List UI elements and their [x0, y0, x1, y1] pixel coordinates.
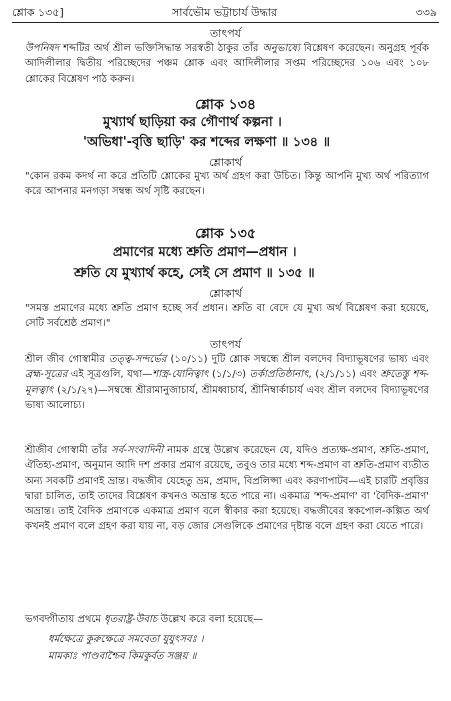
purport-heading: তাৎপর্য [209, 27, 242, 40]
purport-text-italic: উপনিষদ [25, 43, 60, 54]
verse-134-translation-heading: শ্লোকার্থ [209, 156, 242, 169]
verse-134-translation: "কোন রকম কদর্থ না করে প্রতিটি শ্লোকের মুখ্য অর্থ গ্রহণ করা উচিত। কিন্তু আপনি মুখ্য অর্থ পরিত্যাগ করে আপনার মনগড়া সম্বন্ধ অর্থ সৃষ্টি করছেন। [25, 171, 429, 198]
verse-135-line-2: শ্রুতি যে মুখ্যার্থ কহে, সেই সে প্রমাণ ॥ ১৩৫ ॥ [74, 266, 315, 281]
sanskrit-quote-line-2: মামকাঃ পাণ্ডবাশ্চৈব কিমকুর্বত সঞ্জয় ॥ [48, 651, 197, 662]
verse-135-translation-heading: শ্লোকার্থ [209, 287, 242, 300]
header-verse-ref: শ্লোক ১৩৫] [12, 6, 64, 19]
verse-134-line-2: 'অভিধা'-বৃত্তি ছাড়ি' কর শব্দের লক্ষণা ॥ ১৩৪ ॥ [83, 135, 330, 150]
purport-text-italic: ধৃতরাষ্ট্র-উবাচ [104, 614, 158, 625]
purport-text: ভগবদ্গীতায় প্রথমে [25, 614, 105, 625]
purport-text-italic: শ্রুতেস্তু শব্দ-মূলত্বাৎ [25, 369, 430, 396]
verse-134-line-1: মুখ্যার্থ ছাড়িয়া কর গৌণার্থ কল্পনা । [103, 115, 282, 130]
purport-text: শব্দটির অর্থ শ্রীল ভক্তিসিদ্ধান্ত সরস্বতী ঠাকুর তাঁর [59, 43, 263, 54]
purport-text: বিশ্লেষণ করেছেন। অনুগ্রহ পূর্বক আদিলীলার দ্বিতীয় পরিচ্ছেদের পঞ্চম শ্লোক এবং আদিলীলার সপ্তম পরিচ্ছেদের ১০৬ এবং ১০৮ শ্লোকের বিশ্লেষণ পাঠ করুন। [25, 43, 429, 85]
sanskrit-quote-line-1: ধর্মক্ষেত্রে কুরুক্ষেত্রে সমবেতা যুযুৎসবঃ । [48, 634, 204, 645]
purport-paragraph [25, 612, 429, 627]
purport-text-italic: তত্ত্ব-সন্দর্ভের [109, 354, 167, 365]
verse-135-line-1: প্রমাণের মধ্যে শ্রুতি প্রমাণ—প্রধান । [113, 245, 297, 260]
purport-paragraph [25, 352, 429, 413]
purport-text-italic: ব্রহ্ম-সূত্রের [25, 369, 68, 381]
purport-heading: তাৎপর্য [209, 338, 242, 351]
verse-135-heading: শ্লোক ১৩৫ [195, 226, 256, 242]
purport-text: শ্রীজীব গোস্বামী তাঁর [25, 445, 112, 456]
purport-text: নামক গ্রন্থে উল্লেখ করেছেন যে, যদিও প্রত্যক্ষ-প্রমাণ, শ্রুতি-প্রমাণ, ঐতিহ্য-প্রমাণ, অনুমান আদি দশ প্রকার প্রমাণ রয়েছে, তবুও তার মধ্যে শব্দ-প্রমাণ বা শ্রুতি-প্রমাণ ব্যতীত অন্য সবকটি প্রমাণই ভ্রান্ত। বদ্ধজীব যেহেতু ভ্রম, প্রমাদ, বিপ্রলিপ্সা এবং করণাপাটব—এই চারটি প্রবৃত্তির দ্বারা চালিত, তাই তাদের বিশ্লেষণ কখনও অভ্রান্ত হতে পারে না। একমাত্র 'শব্দ-প্রমাণ' বা 'বৈদিক-প্রমাণ' অভ্রান্ত। তাই বৈদিক প্রমাণকে একমাত্র প্রমাণ বলে স্বীকার করা হয়েছে। বদ্ধজীবের স্বকপোল-কল্পিত অর্থ কখনই প্রমাণ বলে গ্রহণ করা যায় না, বড় জোর সেগুলিকে প্রমাণের দৃষ্টান্ত বলে গ্রহণ করা যেতে পারে। [25, 445, 429, 533]
purport-text-italic: অনুভাষ্যে [262, 43, 300, 54]
purport-text: এই সূত্রগুলি, যথা— [67, 369, 153, 381]
purport-text: (২/১/২৭)—সম্বন্ধে শ্রীরামানুজাচার্য, শ্রীমধ্বাচার্য, শ্রীনিম্বার্কাচার্য এবং শ্রীল বলদেব বিদ্যাভূষণের ভাষ্য আলোচ্য। [25, 384, 429, 411]
purport-text: শ্রীল জীব গোস্বামীর [25, 354, 109, 365]
verse-135-translation: "সমস্ত প্রমাণের মধ্যে শ্রুতি প্রমাণ হচ্ছে সর্ব প্রধান। শ্রুতি বা বেদে যে মুখ্য অর্থ বিশ্লেষণ করা হয়েছে, সেটি সর্বশ্রেষ্ঠ প্রমাণ।" [25, 303, 429, 330]
purport-text: , (২/১/১১) এবং [308, 369, 381, 381]
purport-paragraph [25, 41, 429, 87]
verse-134-heading: শ্লোক ১৩৪ [195, 97, 256, 113]
header-chapter-title: সার্বভৌম ভট্টাচার্য উদ্ধার [171, 6, 278, 19]
purport-text-italic: শাস্ত্র-যোনিত্বাৎ [152, 369, 209, 381]
purport-text: উল্লেখ করে বলা হয়েছে— [157, 614, 264, 625]
purport-text: (১০/১১) দুটি শ্লোক সম্বন্ধে শ্রীল বলদেব বিদ্যাভূষণের ভাষ্য এবং [166, 354, 429, 365]
purport-text-italic: সর্ব-সংবাদিনী [111, 445, 164, 456]
header-page-number: ৩৩৯ [415, 6, 437, 19]
purport-paragraph [25, 443, 429, 535]
purport-text-italic: তর্কাপ্রতিষ্ঠানাৎ [249, 369, 309, 381]
running-header [12, 4, 437, 20]
purport-text: (১/১/৩) [208, 369, 250, 381]
header-rule [12, 22, 439, 23]
